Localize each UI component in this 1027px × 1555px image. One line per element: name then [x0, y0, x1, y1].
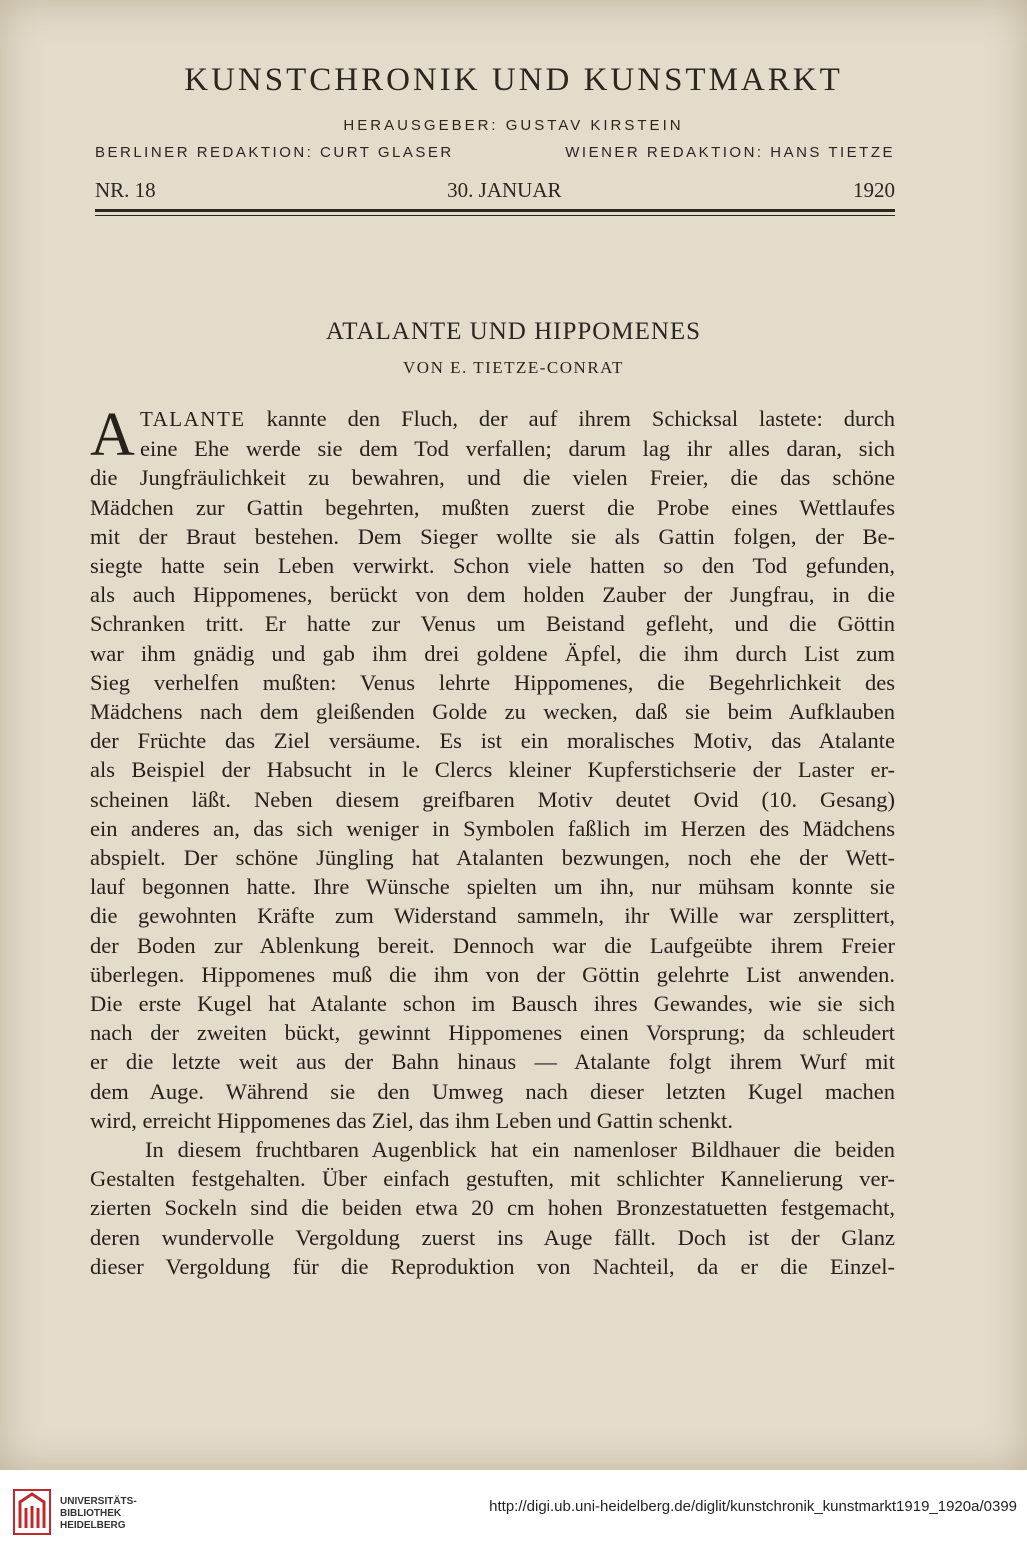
university-library-logo-icon [12, 1488, 52, 1536]
text-line: mit der Braut bestehen. Dem Sieger wollte sie als Gattin folgen, der Be- [90, 523, 895, 549]
redaction-line [95, 144, 895, 161]
journal-title: KUNSTCHRONIK UND KUNSTMARKT [184, 62, 843, 98]
text-line: deren wundervolle Vergoldung zuerst ins Auge fällt. Doch ist der Glanz [90, 1224, 895, 1250]
text-line: Die erste Kugel hat Atalante schon im Bausch ihres Gewandes, wie sie sich [90, 991, 895, 1017]
editor-line: HERAUSGEBER: GUSTAV KIRSTEIN [343, 117, 684, 134]
issue-date: 30. JANUAR [447, 178, 562, 202]
text-line: dem Auge. Während sie den Umweg nach dieser letzten Kugel machen [90, 1078, 895, 1104]
issue-row [95, 178, 895, 203]
footer-bar [0, 1470, 1027, 1555]
text-line: nach der zweiten bückt, gewinnt Hippomenes einen Vorsprung; da schleudert [90, 1020, 895, 1046]
text-line: wird, erreicht Hippomenes das Ziel, das ihm Leben und Gattin schenkt. [90, 1107, 733, 1133]
text-line: eine Ehe werde sie dem Tod verfallen; darum lag ihr alles daran, sich [140, 436, 895, 462]
text-line: lauf begonnen hatte. Ihre Wünsche spielten um ihn, nur mühsam konnte sie [90, 874, 895, 900]
text-line: Mädchens nach dem gleißenden Golde zu wecken, daß sie beim Aufklauben [90, 699, 895, 725]
text-line: Schranken tritt. Er hatte zur Venus um Beistand gefleht, und die Göttin [90, 611, 895, 637]
text-line: als Beispiel der Habsucht in le Clercs kleiner Kupferstichserie der Laster er- [90, 757, 895, 783]
article-author: VON E. TIETZE-CONRAT [403, 358, 624, 377]
text-line: ein anderes an, das sich weniger in Symbolen faßlich im Herzen des Mädchens [90, 815, 895, 841]
text-line: In diesem fruchtbaren Augenblick hat ein namenloser Bildhauer die beiden [145, 1137, 895, 1163]
text-line: der Boden zur Ablenkung bereit. Dennoch war die Laufgeübte ihrem Freier [90, 932, 895, 958]
text-line: scheinen läßt. Neben diesem greifbaren Motiv deutet Ovid (10. Gesang) [90, 786, 895, 812]
vienna-redaction: WIENER REDAKTION: HANS TIETZE [565, 144, 895, 161]
text-line: die Jungfräulichkeit zu bewahren, und die vielen Freier, die das schöne [90, 465, 895, 491]
text-line: Gestalten festgehalten. Über einfach gestuften, mit schlichter Kannelierung ver- [90, 1166, 895, 1192]
text-line: Mädchen zur Gattin begehrten, mußten zuerst die Probe eines Wettlaufes [90, 494, 895, 520]
text-line: der Früchte das Ziel versäume. Es ist ein moralisches Motiv, das Atalante [90, 728, 895, 754]
text-line: als auch Hippomenes, berückt von dem holden Zauber der Jungfrau, in die [90, 582, 895, 608]
text-line: war ihm gnädig und gab ihm drei goldene Äpfel, die ihm durch List zum [90, 640, 895, 666]
text-line: die gewohnten Kräfte zum Widerstand sammeln, ihr Wille war zersplittert, [90, 903, 895, 929]
text-line: zierten Sockeln sind die beiden etwa 20 cm hohen Bronzestatuetten festgemacht, [90, 1195, 895, 1221]
drop-cap: A [90, 401, 135, 469]
source-url-link[interactable]: http://digi.ub.uni-heidelberg.de/diglit/kunstchronik_kunstmarkt1919_1920a/0399 [489, 1498, 1017, 1515]
text-line: abspielt. Der schöne Jüngling hat Atalanten bezwungen, noch ehe der Wett- [90, 845, 895, 871]
issue-year: 1920 [853, 178, 895, 202]
first-word: TALANTE [140, 407, 246, 431]
library-name: UNIVERSITÄTS- BIBLIOTHEK HEIDELBERG [60, 1496, 137, 1531]
article-title: ATALANTE UND HIPPOMENES [325, 318, 702, 345]
text-line: Sieg verhelfen mußten: Venus lehrte Hippomenes, die Begehrlichkeit des [90, 669, 895, 695]
article-body [90, 401, 895, 1281]
text-line: TALANTE kannte den Fluch, der auf ihrem Schicksal lastete: durch [140, 406, 895, 431]
masthead-rule-thin [95, 215, 895, 216]
text-line: siegte hatte sein Leben verwirkt. Schon viele hatten so den Tod gefunden, [90, 553, 895, 579]
text-line: er die letzte weit aus der Bahn hinaus — Atalante folgt ihrem Wurf mit [90, 1049, 895, 1075]
issue-number: NR. 18 [95, 178, 156, 202]
masthead-rule-thick [95, 209, 895, 212]
berlin-redaction: BERLINER REDAKTION: CURT GLASER [95, 144, 454, 161]
text-line: dieser Vergoldung für die Reproduktion von Nachteil, da er die Einzel- [90, 1253, 895, 1279]
text-line: überlegen. Hippomenes muß die ihm von der Göttin gelehrte List anwenden. [90, 961, 895, 987]
